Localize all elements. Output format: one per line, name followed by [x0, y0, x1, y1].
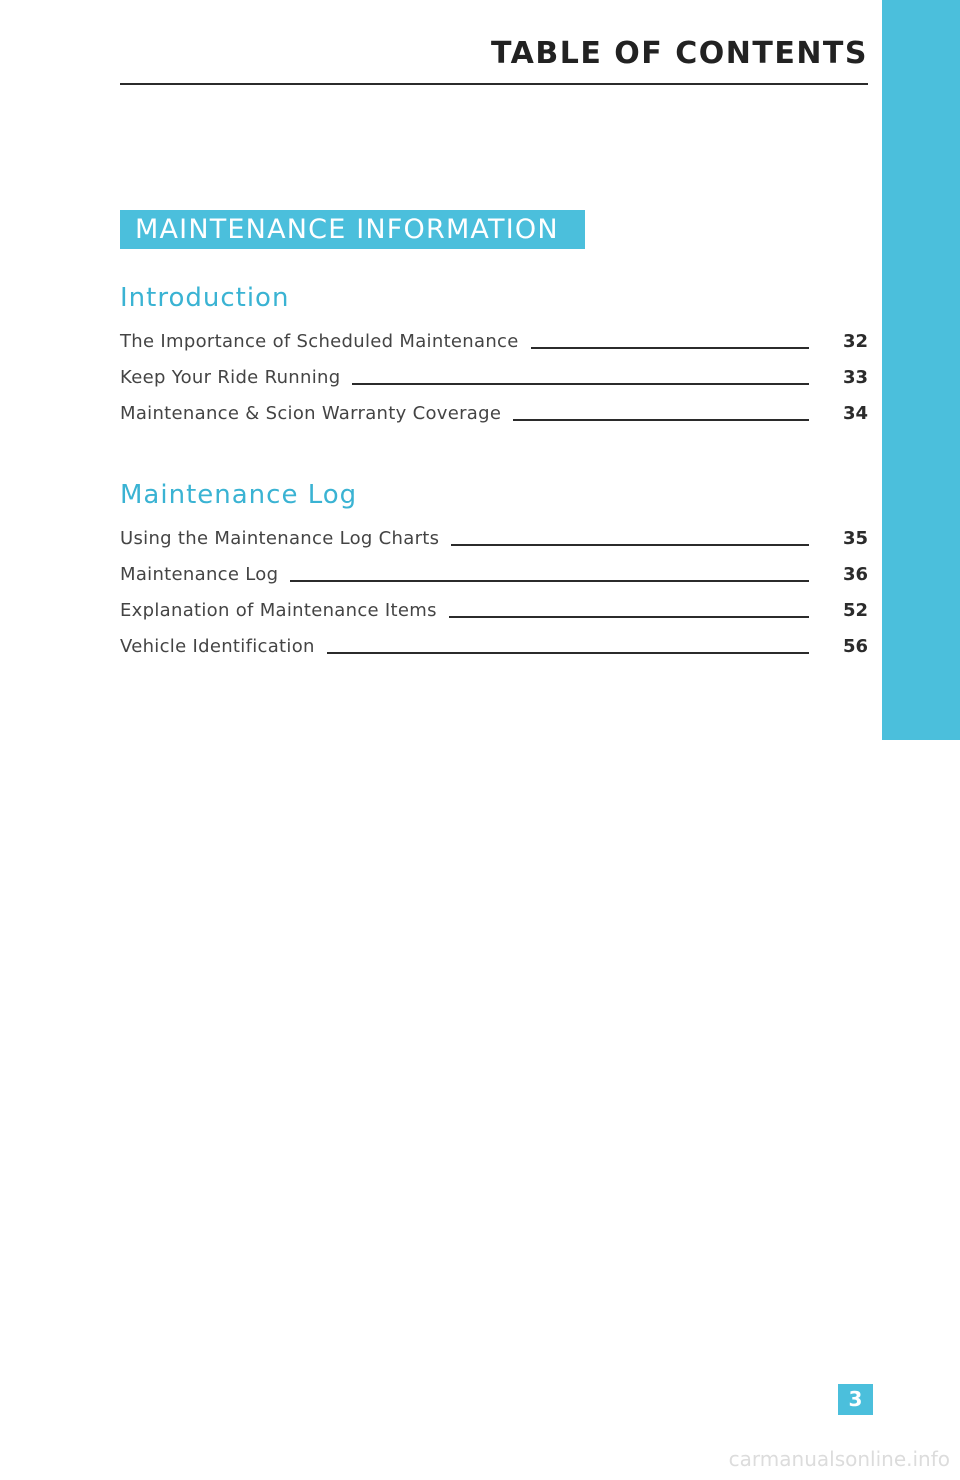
toc-leader-line [531, 347, 809, 349]
toc-entry-page: 36 [842, 564, 868, 585]
page-title: TABLE OF CONTENTS [491, 36, 868, 71]
toc-leader-line [451, 544, 809, 546]
toc-entry[interactable] [120, 596, 868, 622]
toc-entry[interactable] [120, 399, 868, 425]
toc-leader-line [327, 652, 809, 654]
toc-leader-line [449, 616, 809, 618]
toc-entry-page: 52 [842, 600, 868, 621]
toc-entry[interactable] [120, 524, 868, 550]
toc-entry-page: 32 [842, 331, 868, 352]
toc-leader-line [513, 419, 809, 421]
toc-entry-page: 35 [842, 528, 868, 549]
toc-entry-page: 33 [842, 367, 868, 388]
toc-entry-label: Maintenance & Scion Warranty Coverage [120, 403, 502, 424]
toc-leader-line [352, 383, 808, 385]
toc-entry-page: 34 [842, 403, 868, 424]
toc-entry[interactable] [120, 363, 868, 389]
toc-entry[interactable] [120, 327, 868, 353]
toc-entry-label: Explanation of Maintenance Items [120, 600, 437, 621]
header-rule [120, 83, 868, 85]
watermark-text: carmanualsonline.info [728, 1447, 950, 1471]
page-number-badge: 3 [838, 1384, 873, 1415]
group-title-maintenance-log: Maintenance Log [120, 480, 358, 510]
group-title-introduction: Introduction [120, 283, 290, 313]
side-color-tab [882, 0, 960, 740]
toc-leader-line [290, 580, 809, 582]
toc-entry-label: Using the Maintenance Log Charts [120, 528, 440, 549]
toc-entry-label: The Importance of Scheduled Maintenance [120, 331, 519, 352]
toc-entry[interactable] [120, 560, 868, 586]
toc-entry-page: 56 [842, 636, 868, 657]
toc-entry-label: Maintenance Log [120, 564, 279, 585]
section-banner: MAINTENANCE INFORMATION [120, 210, 585, 249]
toc-entry[interactable] [120, 632, 868, 658]
toc-entry-label: Keep Your Ride Running [120, 367, 341, 388]
toc-entry-label: Vehicle Identification [120, 636, 315, 657]
